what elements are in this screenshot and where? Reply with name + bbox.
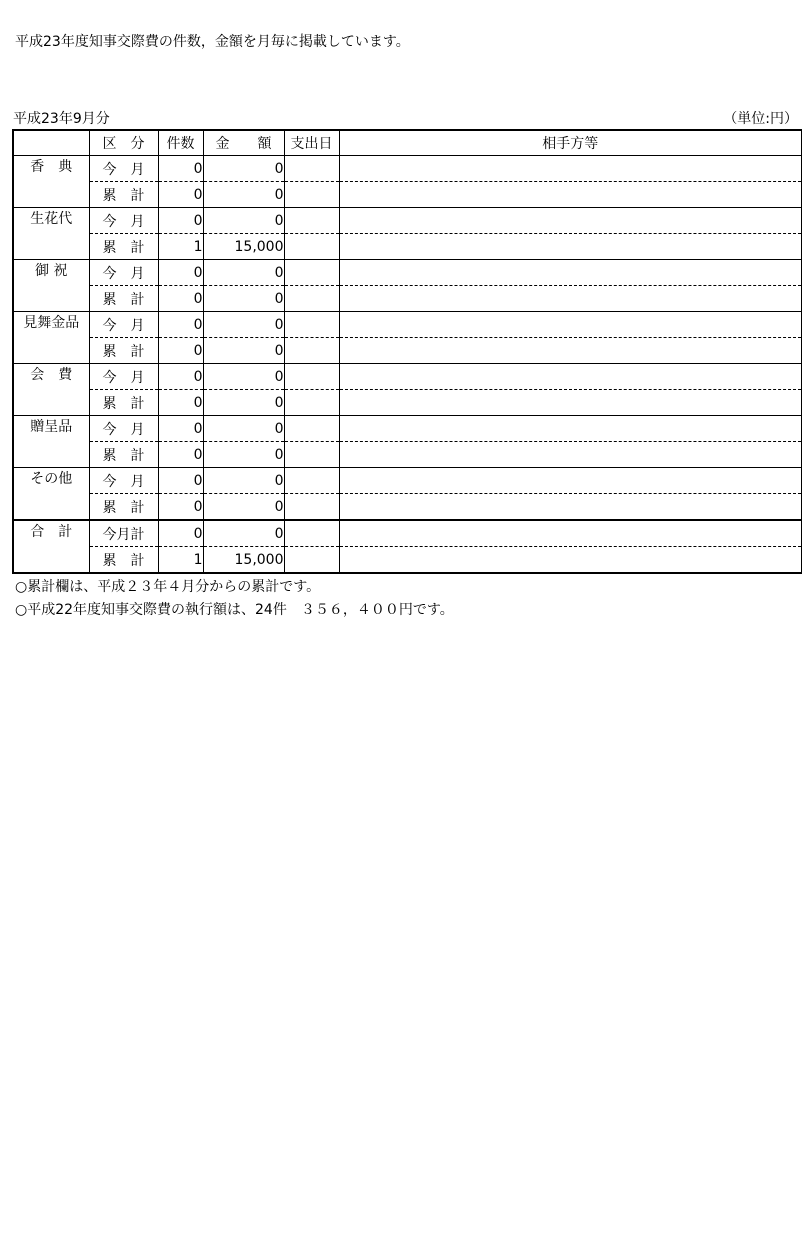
category-cell: 贈呈品 xyxy=(13,416,89,468)
header-amount: 金 額 xyxy=(203,130,284,156)
amount-cell: 0 xyxy=(203,468,284,494)
table-row xyxy=(13,260,802,286)
partner-cell xyxy=(339,260,802,286)
table-row xyxy=(13,468,802,494)
count-cell: 1 xyxy=(158,547,203,574)
amount-cell: 15,000 xyxy=(203,547,284,574)
header-category: 区 分 xyxy=(89,130,158,156)
count-cell: 0 xyxy=(158,520,203,547)
date-cell xyxy=(284,182,339,208)
partner-cell xyxy=(339,338,802,364)
table-row xyxy=(13,208,802,234)
partner-cell xyxy=(339,312,802,338)
date-cell xyxy=(284,156,339,182)
amount-cell: 0 xyxy=(203,494,284,521)
total-category-cell: 合 計 xyxy=(13,520,89,573)
count-cell: 0 xyxy=(158,390,203,416)
period-label-cell: 累 計 xyxy=(89,234,158,260)
footnotes xyxy=(15,576,454,622)
partner-cell xyxy=(339,208,802,234)
partner-cell xyxy=(339,234,802,260)
category-cell: 生花代 xyxy=(13,208,89,260)
period-label-cell: 今 月 xyxy=(89,156,158,182)
amount-cell: 15,000 xyxy=(203,234,284,260)
table-row xyxy=(13,182,802,208)
amount-cell: 0 xyxy=(203,156,284,182)
period-label-cell: 累 計 xyxy=(89,390,158,416)
date-cell xyxy=(284,312,339,338)
period-label-cell: 累 計 xyxy=(89,494,158,521)
category-cell: 御 祝 xyxy=(13,260,89,312)
table-row xyxy=(13,286,802,312)
date-cell xyxy=(284,390,339,416)
count-cell: 0 xyxy=(158,156,203,182)
footnote-previous-year: ○平成22年度知事交際費の執行額は、24件 ３５６，４００円です。 xyxy=(15,602,454,618)
date-cell xyxy=(284,286,339,312)
period-label-cell: 累 計 xyxy=(89,442,158,468)
date-cell xyxy=(284,416,339,442)
count-cell: 0 xyxy=(158,182,203,208)
amount-cell: 0 xyxy=(203,208,284,234)
count-cell: 0 xyxy=(158,286,203,312)
table-row xyxy=(13,494,802,521)
amount-cell: 0 xyxy=(203,520,284,547)
period-label-cell: 今 月 xyxy=(89,468,158,494)
count-cell: 0 xyxy=(158,364,203,390)
period-label-cell: 累 計 xyxy=(89,338,158,364)
count-cell: 0 xyxy=(158,208,203,234)
period-label-cell: 今月計 xyxy=(89,520,158,547)
partner-cell xyxy=(339,416,802,442)
date-cell xyxy=(284,520,339,547)
partner-cell xyxy=(339,156,802,182)
footnote-cumulative: ○累計欄は、平成２３年４月分からの累計です。 xyxy=(15,579,321,595)
partner-cell xyxy=(339,286,802,312)
total-row xyxy=(13,547,802,574)
amount-cell: 0 xyxy=(203,338,284,364)
unit-label: （単位:円） xyxy=(723,111,798,127)
amount-cell: 0 xyxy=(203,260,284,286)
category-cell: 会 費 xyxy=(13,364,89,416)
header-partner: 相手方等 xyxy=(339,130,802,156)
date-cell xyxy=(284,364,339,390)
period-label: 平成23年9月分 xyxy=(13,111,110,127)
amount-cell: 0 xyxy=(203,416,284,442)
date-cell xyxy=(284,547,339,574)
table-row xyxy=(13,312,802,338)
count-cell: 0 xyxy=(158,442,203,468)
count-cell: 0 xyxy=(158,260,203,286)
table-row xyxy=(13,234,802,260)
partner-cell xyxy=(339,390,802,416)
date-cell xyxy=(284,260,339,286)
header-count: 件数 xyxy=(158,130,203,156)
partner-cell xyxy=(339,520,802,547)
table-row xyxy=(13,156,802,182)
amount-cell: 0 xyxy=(203,182,284,208)
date-cell xyxy=(284,468,339,494)
category-cell: 見舞金品 xyxy=(13,312,89,364)
date-cell xyxy=(284,338,339,364)
period-label-cell: 今 月 xyxy=(89,260,158,286)
header-category-blank xyxy=(13,130,89,156)
partner-cell xyxy=(339,442,802,468)
date-cell xyxy=(284,442,339,468)
table-row xyxy=(13,442,802,468)
count-cell: 0 xyxy=(158,468,203,494)
amount-cell: 0 xyxy=(203,442,284,468)
table-row xyxy=(13,364,802,390)
partner-cell xyxy=(339,468,802,494)
period-label-cell: 今 月 xyxy=(89,416,158,442)
table-header-row xyxy=(13,130,802,156)
table-row xyxy=(13,338,802,364)
header-date: 支出日 xyxy=(284,130,339,156)
expense-table xyxy=(12,129,802,574)
count-cell: 0 xyxy=(158,338,203,364)
total-row xyxy=(13,520,802,547)
count-cell: 1 xyxy=(158,234,203,260)
category-cell: その他 xyxy=(13,468,89,521)
period-label-cell: 今 月 xyxy=(89,364,158,390)
period-label-cell: 今 月 xyxy=(89,208,158,234)
partner-cell xyxy=(339,494,802,521)
partner-cell xyxy=(339,364,802,390)
amount-cell: 0 xyxy=(203,286,284,312)
date-cell xyxy=(284,234,339,260)
count-cell: 0 xyxy=(158,312,203,338)
date-cell xyxy=(284,494,339,521)
table-row xyxy=(13,390,802,416)
amount-cell: 0 xyxy=(203,364,284,390)
period-label-cell: 累 計 xyxy=(89,182,158,208)
partner-cell xyxy=(339,182,802,208)
period-label-cell: 累 計 xyxy=(89,286,158,312)
category-cell: 香 典 xyxy=(13,156,89,208)
count-cell: 0 xyxy=(158,494,203,521)
partner-cell xyxy=(339,547,802,574)
table-row xyxy=(13,416,802,442)
amount-cell: 0 xyxy=(203,390,284,416)
date-cell xyxy=(284,208,339,234)
count-cell: 0 xyxy=(158,416,203,442)
period-label-cell: 今 月 xyxy=(89,312,158,338)
period-label-cell: 累 計 xyxy=(89,547,158,574)
amount-cell: 0 xyxy=(203,312,284,338)
intro-text: 平成23年度知事交際費の件数，金額を月毎に掲載しています。 xyxy=(15,34,410,50)
